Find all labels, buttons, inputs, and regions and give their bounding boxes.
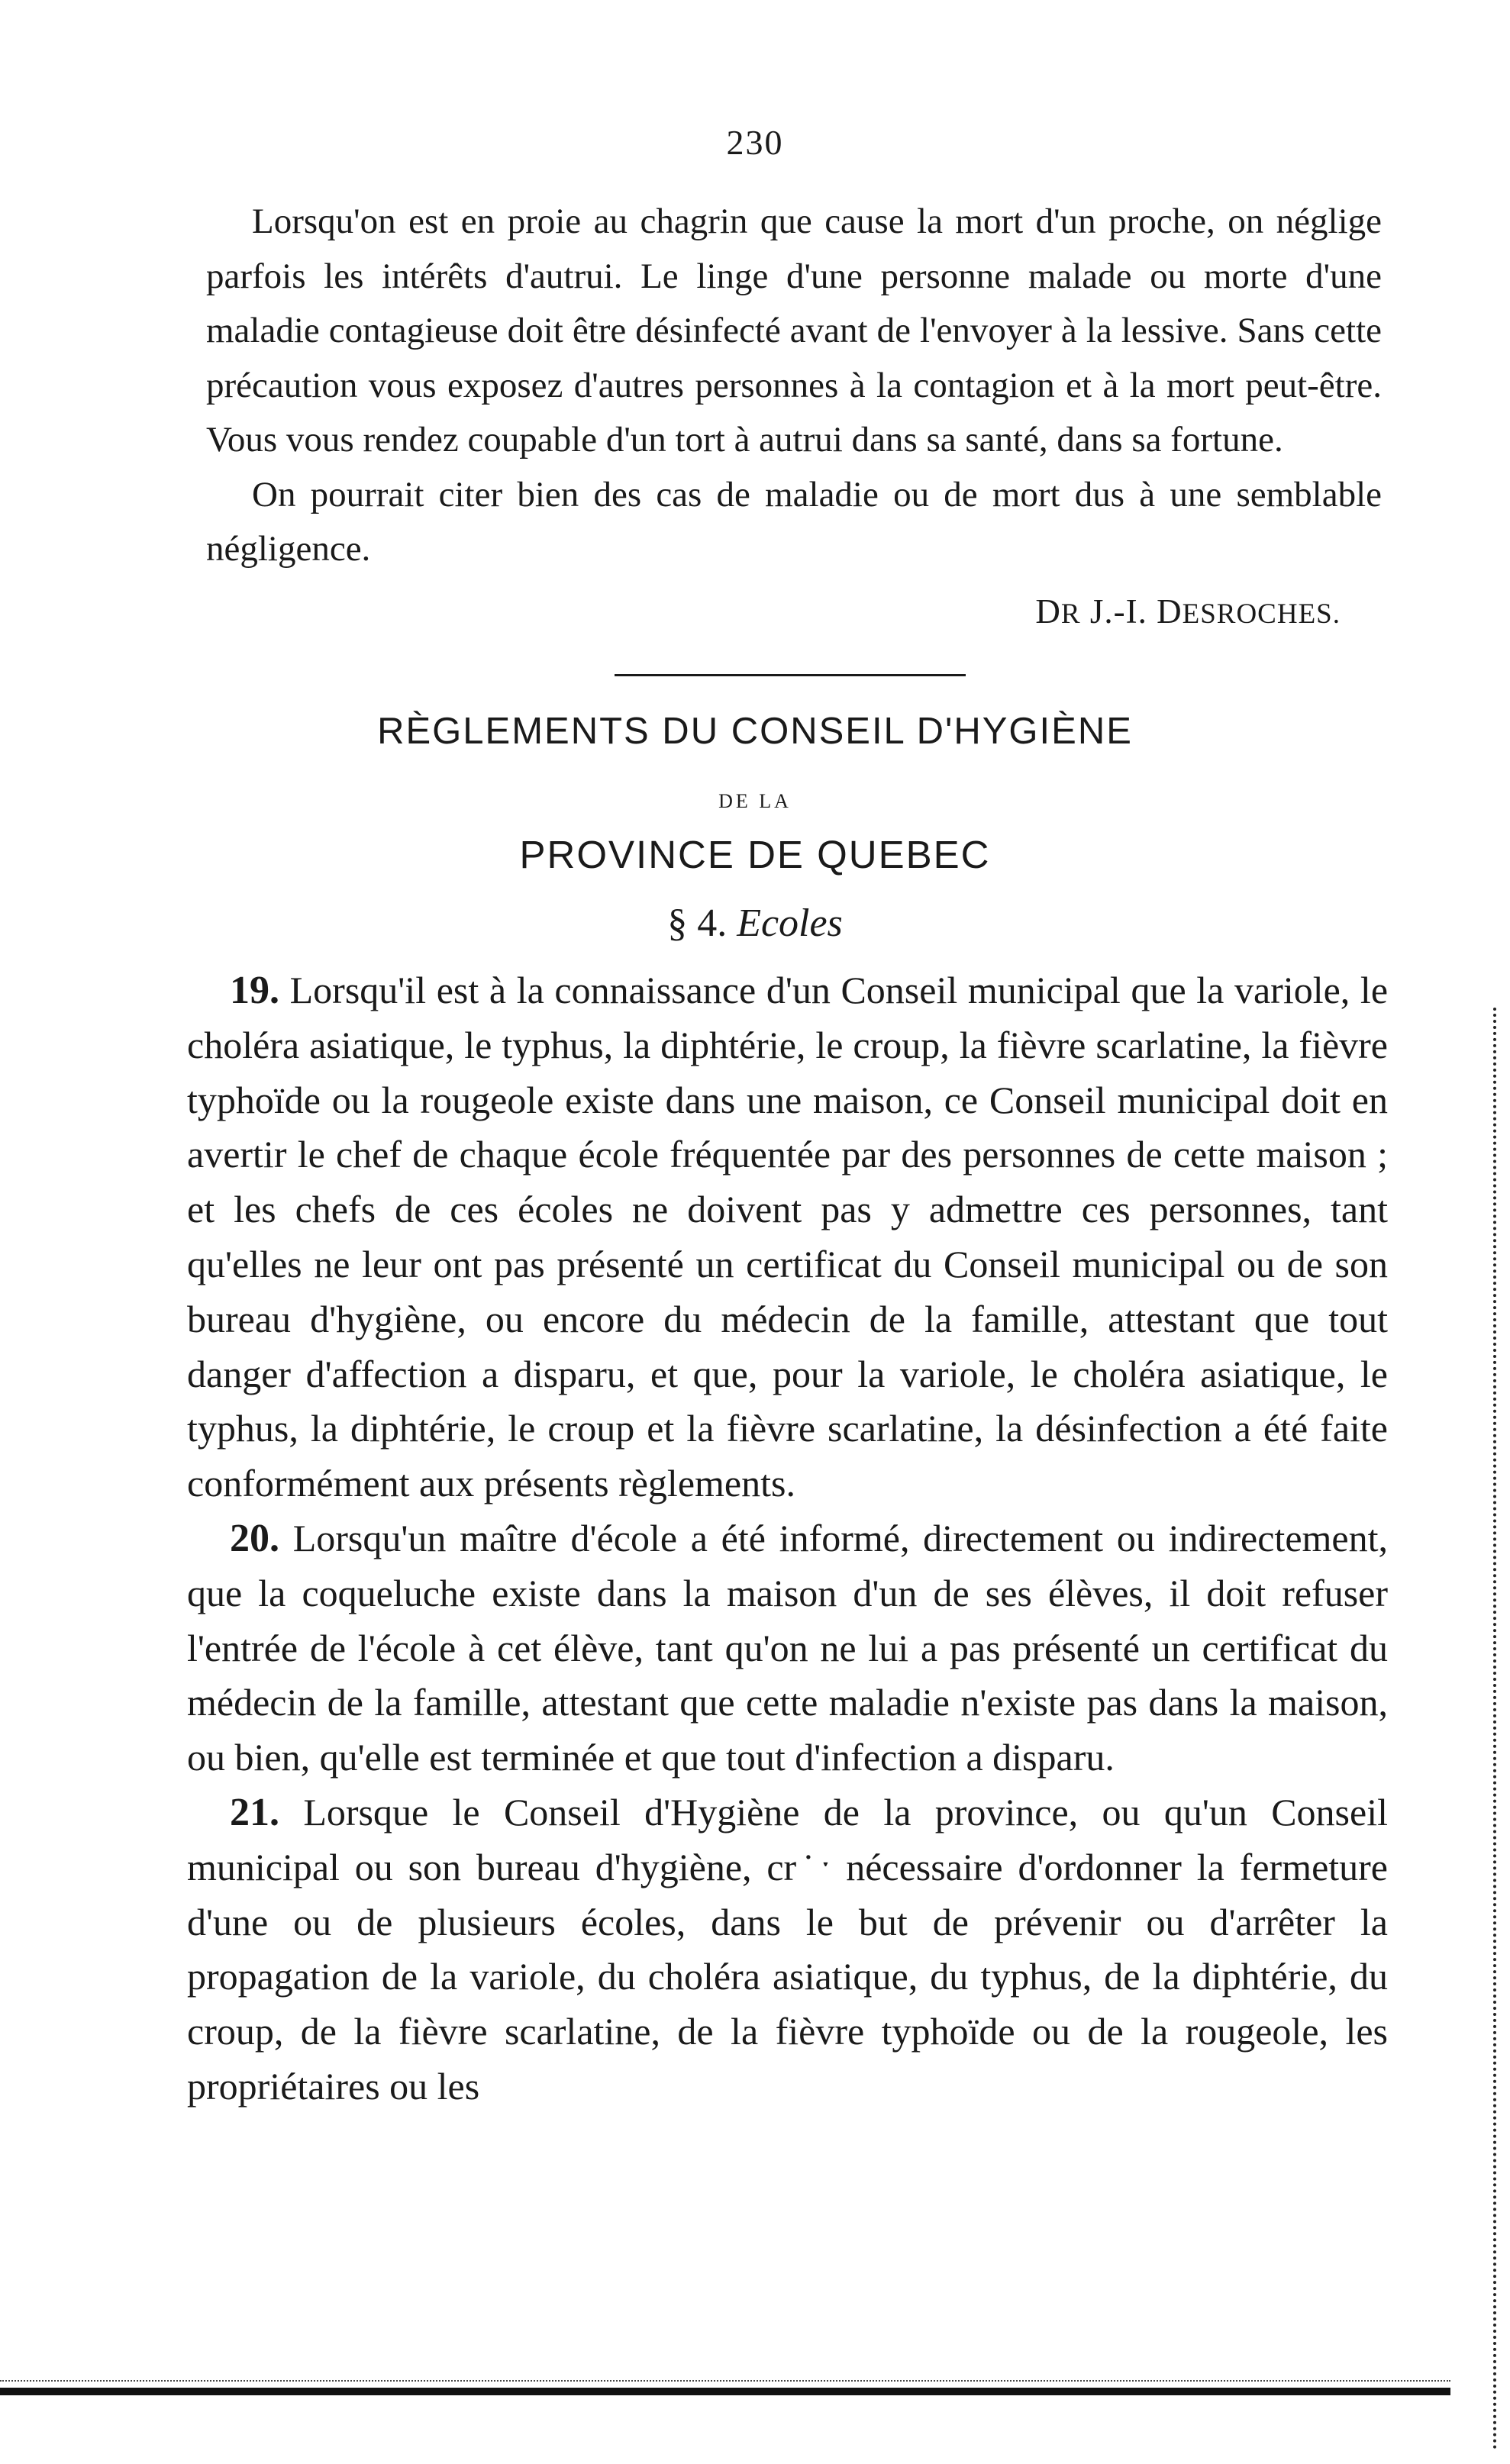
scan-bottom-edge: [0, 2388, 1450, 2395]
page-number: 230: [726, 123, 784, 162]
article: [187, 1785, 1388, 2114]
section-divider: [615, 674, 966, 676]
signature-prefix: D: [1035, 592, 1061, 631]
article-text: Lorsqu'un maître d'école a été informé, directement ou indirectement, que la coqueluche existe dans la maison d'un de ses élèves, il doit refuser l'entrée de l'école à cet élève, tant qu'on ne lui a pas présenté un certificat du médecin de la famille, attestant que cette maladie n'existe pas dans la maison, ou bien, qu'elle est terminée et que tout d'infection a disparu.: [187, 1516, 1388, 1779]
regulations-province: PROVINCE DE QUEBEC: [519, 833, 991, 876]
regulations-title-connector: DE LA: [718, 790, 792, 812]
signature-name-initial: D: [1157, 592, 1183, 631]
article-number: 19.: [230, 969, 279, 1012]
hygiene-advice-text: [206, 195, 1382, 577]
signature-name-rest: ESROCHES.: [1182, 598, 1341, 630]
signature-initials: J.-I.: [1089, 592, 1147, 631]
article: [187, 1511, 1388, 1785]
article: [187, 963, 1388, 1511]
author-signature: [1035, 592, 1341, 631]
scan-right-edge: [1489, 1008, 1496, 2450]
subsection-heading: [0, 901, 1510, 946]
article-text: Lorsqu'il est à la connaissance d'un Conseil municipal que la variole, le choléra asiatique, le typhus, la diphtérie, le croup, la fièvre scarlatine, la fièvre typhoïde ou la rougeole existe dans une maison, ce Conseil municipal doit en avertir le chef de chaque école fréquentée par des personnes de cette maison ; et les chefs de ces écoles ne doivent pas y admettre ces personnes, tant qu'elles ne leur ont pas présenté un certificat du Conseil municipal ou de son bureau d'hygiène, ou encore du médecin de la famille, attestant que tout danger d'affection a disparu, et que, pour la variole, le choléra asiatique, le typhus, la diphtérie, le croup et la fièvre scarlatine, la désinfection a été faite conformément aux présents règlements.: [187, 969, 1389, 1505]
paragraph: Lorsqu'on est en proie au chagrin que cause la mort d'un proche, on néglige parfois les intérêts d'autrui. Le linge d'une personne malade ou morte d'une maladie contagieuse doit être désinfecté avant de l'envoyer à la lessive. Sans cette précaution vous exposez d'autres personnes à la contagion et à la mort peut-être. Vous vous rendez coupable d'un tort à autrui dans sa santé, dans sa fortune.: [206, 202, 1382, 460]
scan-edge-dots: [0, 2380, 1450, 2382]
regulations-title: RÈGLEMENTS DU CONSEIL D'HYGIÈNE: [377, 711, 1133, 752]
subsection-number: § 4.: [667, 901, 728, 945]
regulation-articles: [187, 963, 1388, 2114]
signature-prefix-small: R: [1060, 598, 1081, 630]
article-number: 21.: [230, 1790, 279, 1834]
article-number: 20.: [230, 1516, 279, 1560]
subsection-title: Ecoles: [737, 901, 843, 945]
paragraph: On pourrait citer bien des cas de maladie ou de mort dus à une semblable négligence.: [206, 474, 1382, 569]
article-text: Lorsque le Conseil d'Hygiène de la province, ou qu'un Conseil municipal ou son bureau d'hygiène, cr˙ˑ nécessaire d'ordonner la fermeture d'une ou de plusieurs écoles, dans le but de prévenir ou d'arrêter la propagation de la variole, du choléra asiatique, du typhus, de la diphtérie, du croup, de la fièvre scarlatine, de la fièvre typhoïde ou de la rougeole, les propriétaires ou les: [187, 1790, 1388, 2108]
